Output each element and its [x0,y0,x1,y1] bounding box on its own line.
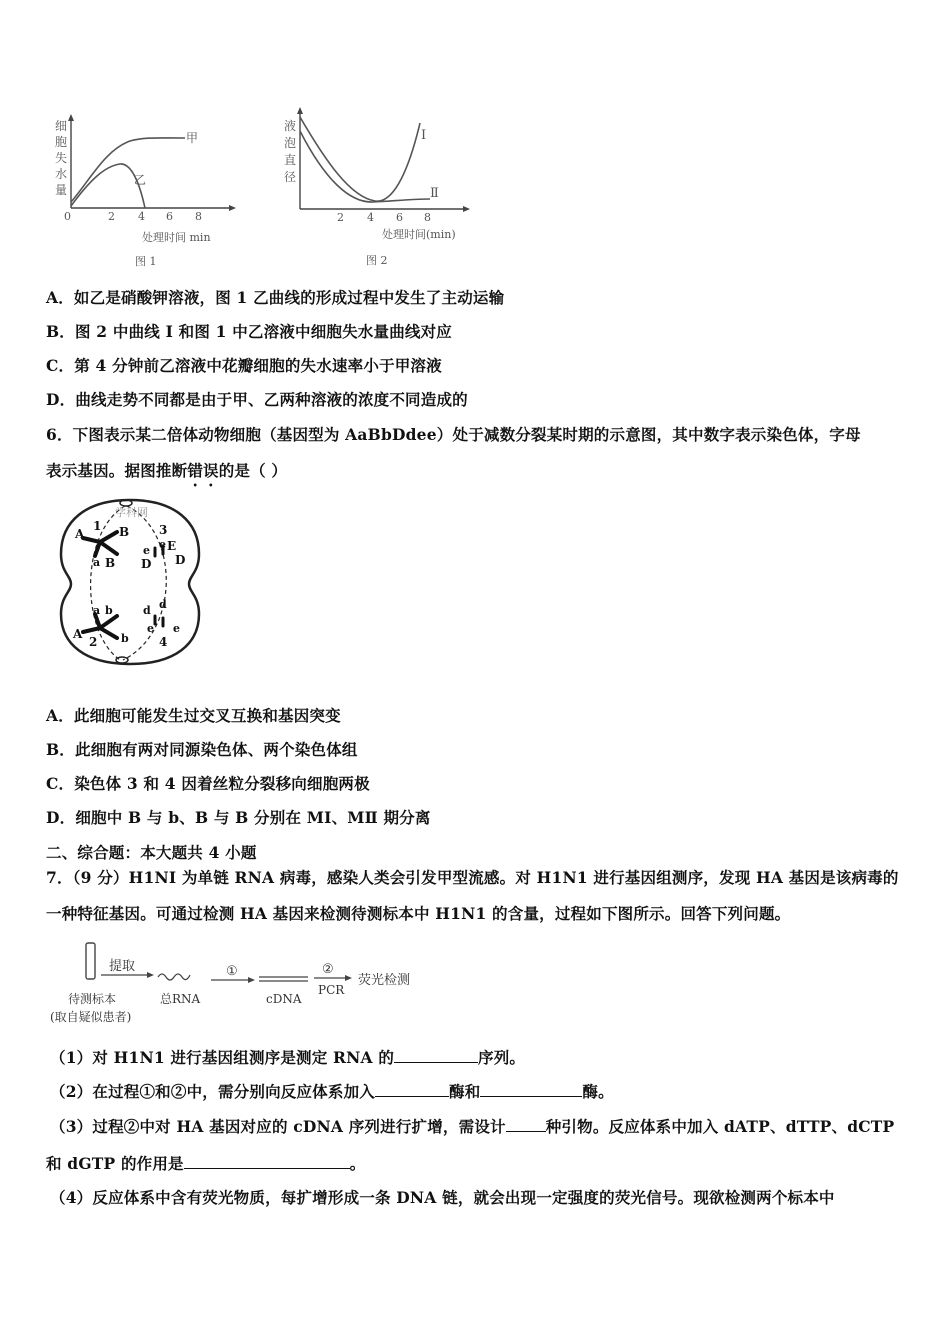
flow-extract: 提取 [109,959,136,974]
q7-sub2-blank1[interactable] [375,1082,449,1097]
q6-stem-post: 的是（ ） [218,461,288,480]
section-heading: 二、综合题：本大题共 4 小题 [46,843,257,862]
cell-watermark: 学科网 [115,506,148,519]
figure-1-cell-water-loss [50,110,250,270]
figure-2-vacuole-diameter [280,105,490,270]
fig1-tick-4: 4 [138,210,145,223]
fig2-caption: 图 2 [366,254,388,267]
flow-detect: 荧光检测 [358,973,411,988]
q6-option-a: A．此细胞可能发生过交叉互换和基因突变 [46,706,341,725]
fig2-x-arrow [463,206,470,212]
flow-sample: 待测标本 [68,992,117,1006]
q5-option-b: B．图 2 中曲线 I 和图 1 中乙溶液中细胞失水量曲线对应 [46,322,453,341]
cdna-arrow-head [345,975,352,981]
fig1-x-arrow [229,205,236,211]
q7-sub3-blank2[interactable] [184,1154,350,1169]
q7-sub3-blank1[interactable] [506,1117,546,1132]
cell-label-e-bot1: e [147,622,154,635]
flow-step1: ① [226,964,238,979]
q7-sub2 [50,1080,614,1102]
fig2-label-1: I [421,128,427,143]
cell-label-e-top1: e [143,544,150,557]
fig2-y-arrow [297,107,303,114]
q7-sub3-line2-post: 。 [349,1154,366,1173]
rna-arrow-head [248,977,255,983]
fig1-tick-2: 2 [108,210,115,223]
cell-label-B-top: B [119,525,130,539]
q7-sub2-pre: （2）在过程①和②中，需分别向反应体系加入 [50,1082,375,1101]
cell-label-d-bot2: d [159,598,167,611]
q6-option-c: C．染色体 3 和 4 因着丝粒分裂移向细胞两极 [46,774,370,793]
fig1-label-jia: 甲 [186,131,199,145]
q6-stem-line1: 6．下图表示某二倍体动物细胞（基因型为 AaBbDdee）处于减数分裂某时期的示意图，其中数字表示染色体，字母 [46,425,861,444]
fig2-label-2: Ⅱ [430,186,439,201]
cell-label-B-top2: B [105,556,116,570]
q7-sub1-post: 序列。 [478,1048,526,1067]
chromosome-2-arm-d [100,616,117,628]
cell-label-E-top: E [167,539,177,553]
cell-label-4: 4 [159,635,168,649]
chromosome-1-arm-a [83,538,100,542]
cell-label-b-bot1: b [105,604,113,617]
q7-sub3-pre: （3）过程②中对 HA 基因对应的 cDNA 序列进行扩增，需设计 [50,1117,506,1136]
fig2-tick-2: 2 [337,211,344,224]
chromosome-1-arm-b [100,532,117,542]
cell-label-D-top1: D [141,557,152,571]
chromosome-2-arm-b [100,628,117,638]
q7-sub1-blank[interactable] [394,1048,478,1063]
q6-stem-pre: 表示基因。据图推断 [46,461,188,480]
q7-sub3 [50,1115,894,1137]
q7-sub3-post: 种引物。反应体系中加入 dATP、dTTP、dCTP [545,1117,895,1136]
q5-option-a: A．如乙是硝酸钾溶液，图 1 乙曲线的形成过程中发生了主动运输 [46,288,505,307]
flow-sample-note: (取自疑似患者) [50,1010,132,1024]
fig2-xlabel: 处理时间(min) [382,228,456,241]
q7-sub1-pre: （1）对 H1N1 进行基因组测序是测定 RNA 的 [50,1048,395,1067]
cell-label-A-bot: A [73,627,83,641]
chromosome-1-arm-d [100,542,117,554]
cell-label-A-top: A [75,527,85,541]
q7-stem-line1: 7．（9 分）H1NI 为单链 RNA 病毒，感染人类会引发甲型流感。对 H1N1 进行基因组测序，发现 HA 基因是该病毒的 [46,868,899,887]
h1n1-detection-flowchart [46,940,446,1032]
fig1-y-arrow [68,114,74,121]
centriole-bottom [116,657,128,663]
fig2-curve-2 [300,131,430,202]
fig1-ylabel-c1: 细 [55,119,68,133]
flow-total-rna: 总RNA [160,992,201,1006]
fig1-curve-jia [71,138,185,202]
flow-pcr: PCR [318,983,345,997]
cell-label-D-top2: D [175,553,186,567]
fig1-ylabel-c3: 失 [55,151,68,165]
q7-sub2-blank2[interactable] [480,1082,582,1097]
fig2-curve-1 [300,117,420,201]
test-tube-icon [86,943,95,979]
cell-label-b-bot2: b [121,632,129,645]
cell-label-1: 1 [93,519,102,533]
q7-sub2-mid: 酶和 [449,1082,481,1101]
cell-label-2: 2 [89,635,98,649]
q7-sub2-post: 酶。 [582,1082,614,1101]
flow-cdna: cDNA [266,992,302,1006]
fig1-xlabel: 处理时间 min [142,231,211,244]
fig2-tick-6: 6 [396,211,403,224]
flow-step2: ② [322,962,334,977]
fig1-origin: 0 [64,210,71,223]
q7-sub1 [50,1046,525,1068]
fig2-ylabel-c3: 直 [284,153,297,167]
rna-squiggle [158,974,190,980]
fig2-tick-8: 8 [424,211,431,224]
q7-stem-line2: 一种特征基因。可通过检测 HA 基因来检测待测标本中 H1N1 的含量，过程如下图所示。回答下列问题。 [46,904,791,923]
fig1-tick-8: 8 [195,210,202,223]
q5-option-c: C．第 4 分钟前乙溶液中花瓣细胞的失水速率小于甲溶液 [46,356,442,375]
cell-label-a-top: a [93,556,101,569]
fig1-caption: 图 1 [135,255,157,268]
q7-sub4: （4）反应体系中含有荧光物质，每扩增形成一条 DNA 链，就会出现一定强度的荧光信号。现欲检测两个标本中 [50,1188,835,1207]
cell-label-a-bot: a [93,604,101,617]
cell-label-d-bot1: d [143,604,151,617]
chromosome-1-arm-c [95,542,100,556]
q7-sub3-line2 [46,1152,365,1174]
fig1-tick-6: 6 [166,210,173,223]
q6-option-b: B．此细胞有两对同源染色体、两个染色体组 [46,740,358,759]
fig1-ylabel-c4: 水 [55,167,68,181]
tube-arrow-head [147,972,154,978]
fig1-label-yi: 乙 [134,173,147,187]
q5-option-d: D．曲线走势不同都是由于甲、乙两种溶液的浓度不同造成的 [46,390,468,409]
meiosis-cell-diagram [55,492,205,672]
cell-label-e-top2: e [159,538,166,551]
chromosome-2-arm-a [83,628,100,632]
fig2-ylabel-c4: 径 [284,170,297,184]
cell-label-e-bot2: e [173,622,180,635]
fig2-ylabel-c1: 液 [284,119,297,133]
q6-stem-line2 [46,459,287,490]
q6-stem-emphasis: 错误 [187,461,219,480]
cell-label-3: 3 [159,523,168,537]
fig1-ylabel-c5: 量 [55,183,68,197]
q6-option-d: D．细胞中 B 与 b、B 与 B 分别在 MⅠ、MⅡ 期分离 [46,808,431,827]
fig2-tick-4: 4 [367,211,374,224]
fig2-ylabel-c2: 泡 [284,136,297,150]
fig1-ylabel-c2: 胞 [55,135,68,149]
q7-sub3-line2-pre: 和 dGTP 的作用是 [46,1154,184,1173]
